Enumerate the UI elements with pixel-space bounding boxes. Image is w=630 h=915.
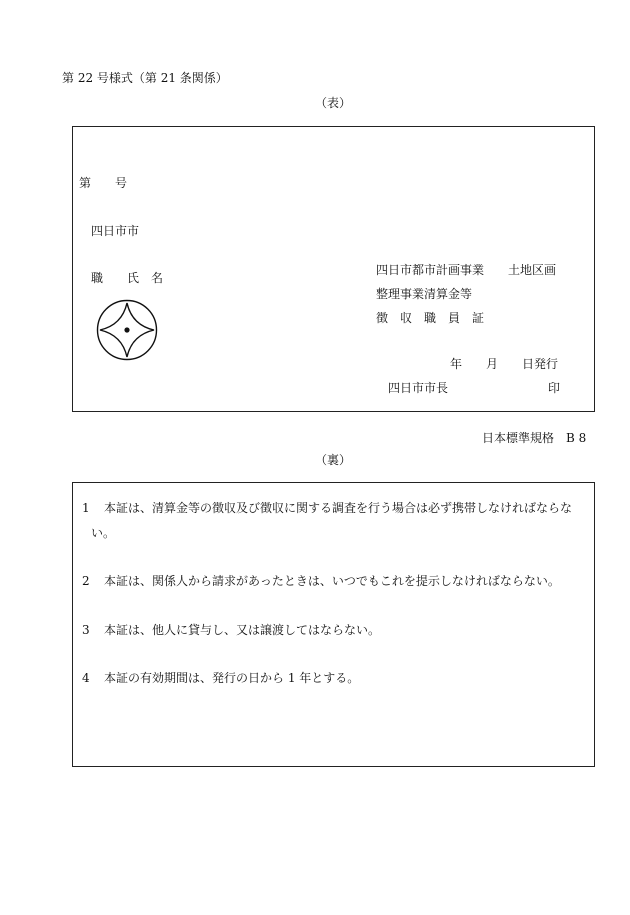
item-1-text: 本証は、清算金等の徴収及び徴収に関する調査を行う場合は必ず携帯しなければならな — [104, 501, 573, 515]
city-label: 四日市市 — [91, 224, 140, 238]
mayor-label: 四日市市長 — [388, 381, 449, 395]
title-line-3: 徴 収 職 員 証 — [376, 311, 485, 325]
number-label: 第 号 — [79, 176, 128, 190]
size-standard: 日本標準規格 B 8 — [482, 431, 587, 445]
item-2-text: 本証は、関係人から請求があったときは、いつでもこれを提示しなければならない。 — [104, 574, 560, 588]
item-1-text-continued: い。 — [91, 526, 116, 540]
city-emblem-icon — [96, 299, 158, 361]
title-line-2: 整理事業清算金等 — [376, 287, 473, 301]
issue-date: 年 月 日発行 — [450, 357, 559, 371]
item-1-number: 1 — [82, 501, 90, 515]
item-3-number: 3 — [82, 623, 90, 637]
form-number: 第 22 号様式（第 21 条関係） — [62, 71, 228, 85]
seal-label: 印 — [548, 381, 561, 395]
back-heading: （裏） — [315, 453, 352, 467]
front-heading: （表） — [315, 96, 352, 110]
position-name-label: 職 氏 名 — [91, 271, 164, 285]
item-2-number: 2 — [82, 574, 90, 588]
item-3-text: 本証は、他人に貸与し、又は譲渡してはならない。 — [104, 623, 381, 637]
item-4-number: 4 — [82, 671, 90, 685]
item-4-text: 本証の有効期間は、発行の日から 1 年とする。 — [104, 671, 360, 685]
title-line-1: 四日市都市計画事業 土地区画 — [376, 263, 557, 277]
